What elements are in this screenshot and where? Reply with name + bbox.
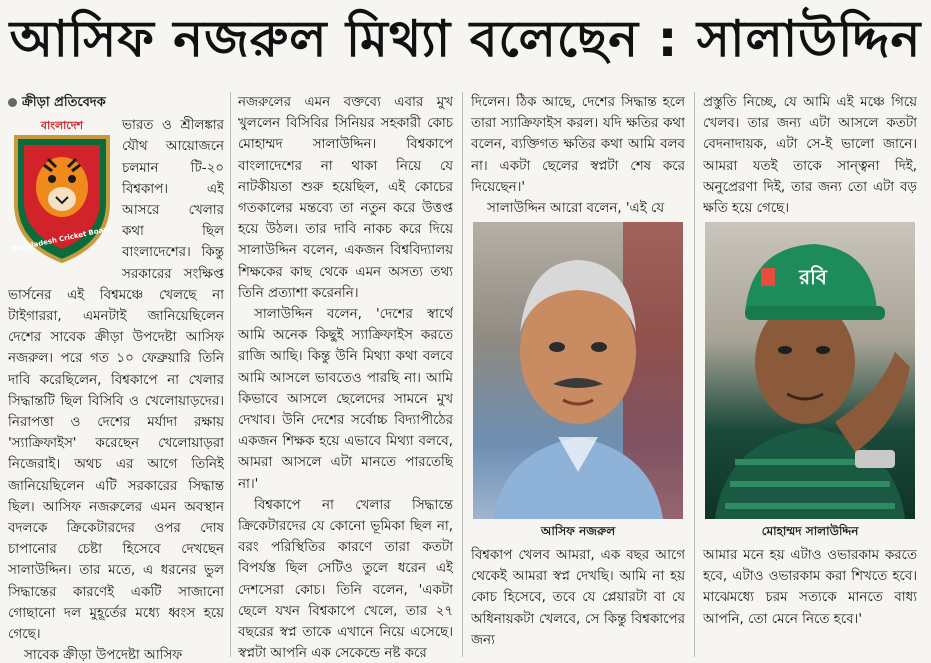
article-column-4-top: [703, 92, 917, 217]
bullet-icon: [8, 98, 17, 107]
paragraph: সালাউদ্দিন আরো বলেন, 'এই যে: [487, 201, 665, 217]
bcb-logo-icon: [8, 115, 116, 265]
byline-text: ক্রীড়া প্রতিবেদক: [22, 95, 106, 110]
paragraph: নজরুলের এমন বক্তব্যে এবার মুখ খুললেন বিসিবির সিনিয়র সহকারী কোচ মোহাম্মদ সালাউদ্দিন। বিশ্বকাপে বাংলাদেশের না থাকা নিয়ে যে নাটকীয়তা শুরু হয়েছিল, এই কোচের গতকালের মন্তব্যে তা নতুন করে উত্তপ্ত হয়ে উঠল। তার দাবি নাকচ করে দিয়ে সালাউদ্দিন বলেন, একজন বিশ্ববিদ্যালয় শিক্ষকের কাছ থেকে এমন অসত্য তথ্য তিনি প্রত্যাশা করেননি।: [238, 95, 453, 301]
byline: [8, 92, 224, 113]
paragraph: বিশ্বকাপে না খেলার সিদ্ধান্তে ক্রিকেটারদের যে কোনো ভূমিকা ছিল না, বরং পরিস্থিতির কারণে তারা কতটা বিপর্যস্ত ছিল সেটিও তুলে ধরেন এই দেশসেরা কোচ। তিনি বলেন, 'একটা ছেলে যখন বিশ্বকাপে খেলে, তার ২৭ বছরের স্বপ্ন তাকে এখানে নিয়ে এসেছে। স্বপ্নটা আপনি এক সেকেন্ডে নষ্ট করে: [238, 497, 453, 662]
article-column-1: [8, 92, 224, 663]
photo-asif-nazrul: [473, 222, 683, 519]
column-divider: [694, 92, 695, 657]
article-column-4-bottom: [703, 545, 917, 663]
column-divider: [230, 92, 231, 657]
paragraph: সাবেক ক্রীড়া উপদেষ্টা আসিফ: [24, 648, 183, 663]
paragraph: বিশ্বকাপ খেলব আমরা, এক বছর আগে থেকেই আমরা স্বপ্ন দেখছি। আমি না হয় কোচ হিসেবে, তবে যে প্লেয়ারটা বা যে অধিনায়কটা খেলবে, সে কিন্তু বিশ্বকাপের জন্য: [471, 548, 685, 648]
cap-logo-text: রবি: [799, 265, 827, 289]
paragraph: প্রস্তুতি নিচ্ছে, যে আমি এই মঞ্চে গিয়ে খেলব। তার জন্য এটা আসলে কতটা বেদনাদায়ক, এটা সে-ই ভালো জানে। আমরা যতই তাকে সান্ত্বনা দিই, অনুপ্রেরণা দিই, তার জন্য তো এটা বড় ক্ষতি হয়ে গেছে।: [703, 95, 917, 217]
photo-mohammad-salahuddin: [705, 222, 915, 519]
article-column-2: [238, 92, 453, 663]
paragraph: দিলেন। ঠিক আছে, দেশের সিদ্ধান্ত হলে তারা স্যাক্রিফাইস করল। যদি ক্ষতির কথা বলেন, ব্যক্তিগত ক্ষতির কথা আমি বলব না। একটা ছেলের স্বপ্নটা শেষ করে দিয়েছেন।': [471, 95, 685, 195]
headline: আসিফ নজরুল মিথ্যা বলেছেন : সালাউদ্দিন: [9, 9, 922, 68]
paragraph: আমার মনে হয় এটাও ওভারকাম করতে হবে, এটাও ওভারকাম করা শিখতে হবে। মাঝেমধ্যে চরম সত্যকে মানতে বাধ্য আপনি, তো মেনে নিতে হবে।': [703, 548, 917, 627]
paragraph: ভারত ও শ্রীলঙ্কার যৌথ আয়োজনে চলমান টি-২০ বিশ্বকাপ। এই আসরে খেলার কথা ছিল বাংলাদেশের। কিন্তু সরকারের সংক্ষিপ্ত ভার্সনের এই বিশ্বমঞ্চে খেলছে না টাইগাররা, এমনটাই জানিয়েছিলেন দেশের সাবেক ক্রীড়া উপদেষ্টা আসিফ নজরুল। পরে গত ১০ ফেব্রুয়ারি তিনি দাবি করেছিলেন, বিশ্বকাপে না খেলার সিদ্ধান্তটি ছিল বিসিবি ও খেলোয়াড়দের। নিরাপত্তা ও দেশের মর্যাদা রক্ষায় 'স্যাক্রিফাইস' করেছেন খেলোয়াড়রা নিজেরাই। অথচ এর আগে তিনিই জানিয়েছিলেন এটি সরকারের সিদ্ধান্ত ছিল। আসিফ নজরুলের এমন অবস্থান বদলকে ক্রিকেটারদের ওপর দোষ চাপানোর চেষ্টা হিসেবে দেখছেন সালাউদ্দিন। তার মতে, এ ধরনের ভুল সিদ্ধান্তের কারণেই একটি সাজানো গোছানো দল মুহূর্তের মধ্যে ধ্বংস হয়ে গেছে।: [8, 118, 224, 643]
column-divider: [462, 92, 463, 657]
article-column-3-top: [471, 92, 685, 217]
photo-caption: আসিফ নজরুল: [540, 524, 616, 538]
article-column-3-bottom: [471, 545, 685, 663]
photo-caption: মোহাম্মদ সালাউদ্দিন: [761, 524, 859, 538]
bcb-logo: [8, 115, 116, 265]
paragraph: সালাউদ্দিন বলেন, 'দেশের স্বার্থে আমি অনেক কিছুই স্যাক্রিফাইস করতে রাজি আছি। কিন্তু উনি মিথ্যা কথা বলবে আমি আসলে ভাবতেও পারছি না। আমি কিভাবে আসলে ছেলেদের সামনে মুখ দেখাব। উনি দেশের সর্বোচ্চ বিদ্যাপীঠের একজন শিক্ষক হয়ে এভাবে মিথ্যা বলবে, আমরা আসলে এটা মানতে পারতেছি না।': [238, 307, 453, 492]
svg-text:Bangladesh Cricket Board: Bangladesh Cricket Board: [10, 224, 113, 254]
logo-top-text: বাংলাদেশ: [40, 119, 84, 133]
